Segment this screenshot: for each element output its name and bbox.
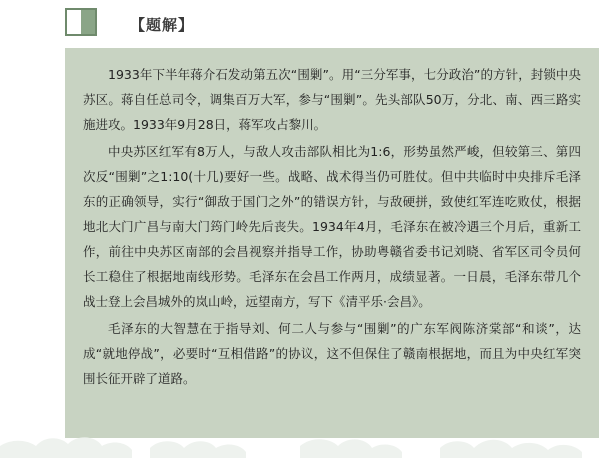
article-body — [65, 48, 599, 438]
document-content — [55, 0, 610, 458]
page-title: 【题解】 — [130, 17, 195, 34]
left-margin — [0, 0, 55, 458]
book-icon — [65, 8, 99, 38]
paragraph: 中央苏区红军有8万人，与敌人攻击部队相比为1:6，形势虽然严峻，但较第三、第四次反“围剿”之1:10(十几)要好一些。战略、战术得当仍可胜仗。但中共临时中央排斥毛泽东的正确领导，实行“御敌于国门之外”的错误方针，与敌硬拼，致使红军连吃败仗，根据地北大门广昌与南大门筠门岭先后丧失。1934年4月，毛泽东在被冷遇三个月后，重新工作，前往中央苏区南部的会昌视察并指导工作，协助粤赣省委书记刘晓、省军区司令员何长工稳住了根据地南线形势。毛泽东在会昌工作两月，成绩显著。一日晨，毛泽东带几个战士登上会昌城外的岚山岭，远望南方，写下《清平乐·会昌》。 — [83, 144, 581, 309]
paragraph: 1933年下半年蒋介石发动第五次“围剿”。用“三分军事，七分政治”的方针，封锁中央苏区。蒋自任总司令，调集百万大军，参与“围剿”。先头部队50万，分北、南、西三路实施进攻。1933年9月28日，蒋军攻占黎川。 — [83, 67, 581, 132]
section-header — [55, 0, 610, 48]
paragraph: 毛泽东的大智慧在于指导刘、何二人与参与“围剿”的广东军阀陈济棠部“和谈”，达成“就地停战”，必要时“互相借路”的协议，这不但保住了赣南根据地，而且为中央红军突围长征开辟了道路。 — [83, 321, 581, 386]
